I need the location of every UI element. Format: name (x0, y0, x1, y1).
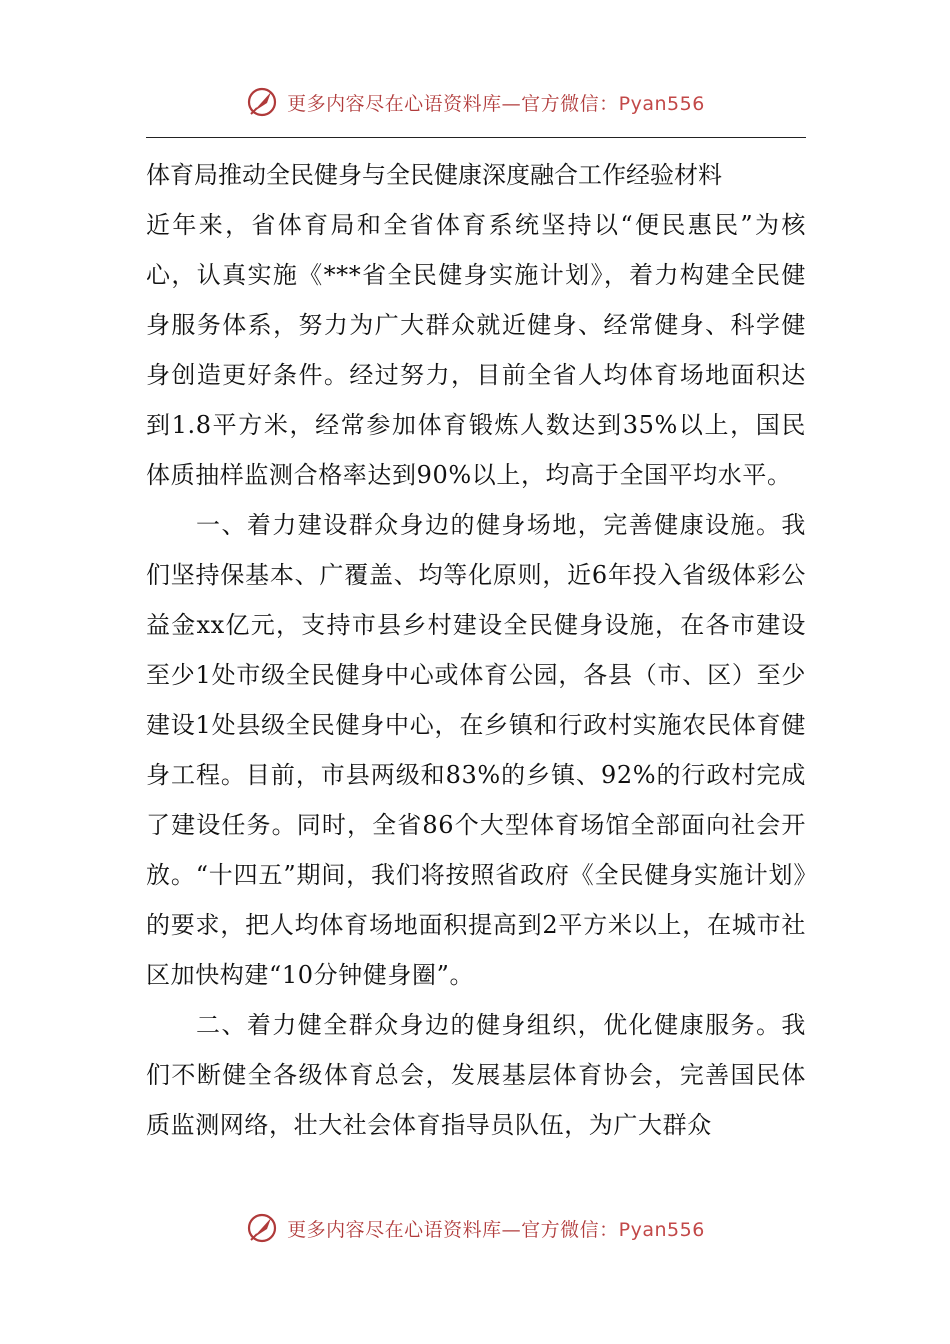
header-banner-label: 更多内容尽在心语资料库—官方微信： (287, 92, 619, 115)
quill-logo-icon (245, 85, 279, 119)
header-banner-brand: Pyan556 (618, 92, 705, 115)
footer-banner-text (287, 1215, 705, 1242)
header-banner (0, 82, 950, 122)
paragraph-section-1: 一、着力建设群众身边的健身场地，完善健康设施。我们坚持保基本、广覆盖、均等化原则，近6年投入省级体彩公益金xx亿元，支持市县乡村建设全民健身设施，在各市建设至少1处市级全民健身中心或体育公园，各县（市、区）至少建设1处县级全民健身中心，在乡镇和行政村实施农民体育健身工程。目前，市县两级和83%的乡镇、92%的行政村完成了建设任务。同时，全省86个大型体育场馆全部面向社会开放。“十四五”期间，我们将按照省政府《全民健身实施计划》的要求，把人均体育场地面积提高到2平方米以上，在城市社区加快构建“10分钟健身圈”。 (146, 511, 806, 989)
footer-banner-label: 更多内容尽在心语资料库—官方微信： (287, 1218, 619, 1241)
footer-banner (0, 1208, 950, 1248)
paragraph-section-2: 二、着力健全群众身边的健身组织，优化健康服务。我们不断健全各级体育总会，发展基层体育协会，完善国民体质监测网络，壮大社会体育指导员队伍，为广大群众 (146, 1011, 806, 1139)
header-banner-text (287, 89, 705, 116)
quill-logo-icon (245, 1211, 279, 1245)
footer-banner-brand: Pyan556 (618, 1218, 705, 1241)
paragraph-intro: 近年来，省体育局和全省体育系统坚持以“便民惠民”为核心，认真实施《***省全民健身实施计划》，着力构建全民健身服务体系，努力为广大群众就近健身、经常健身、科学健身创造更好条件。经过努力，目前全省人均体育场地面积达到1.8平方米，经常参加体育锻炼人数达到35%以上，国民体质抽样监测合格率达到90%以上，均高于全国平均水平。 (146, 211, 806, 489)
header-divider (146, 137, 806, 138)
document-body (146, 150, 806, 1150)
document-title: 体育局推动全民健身与全民健康深度融合工作经验材料 (146, 161, 722, 189)
